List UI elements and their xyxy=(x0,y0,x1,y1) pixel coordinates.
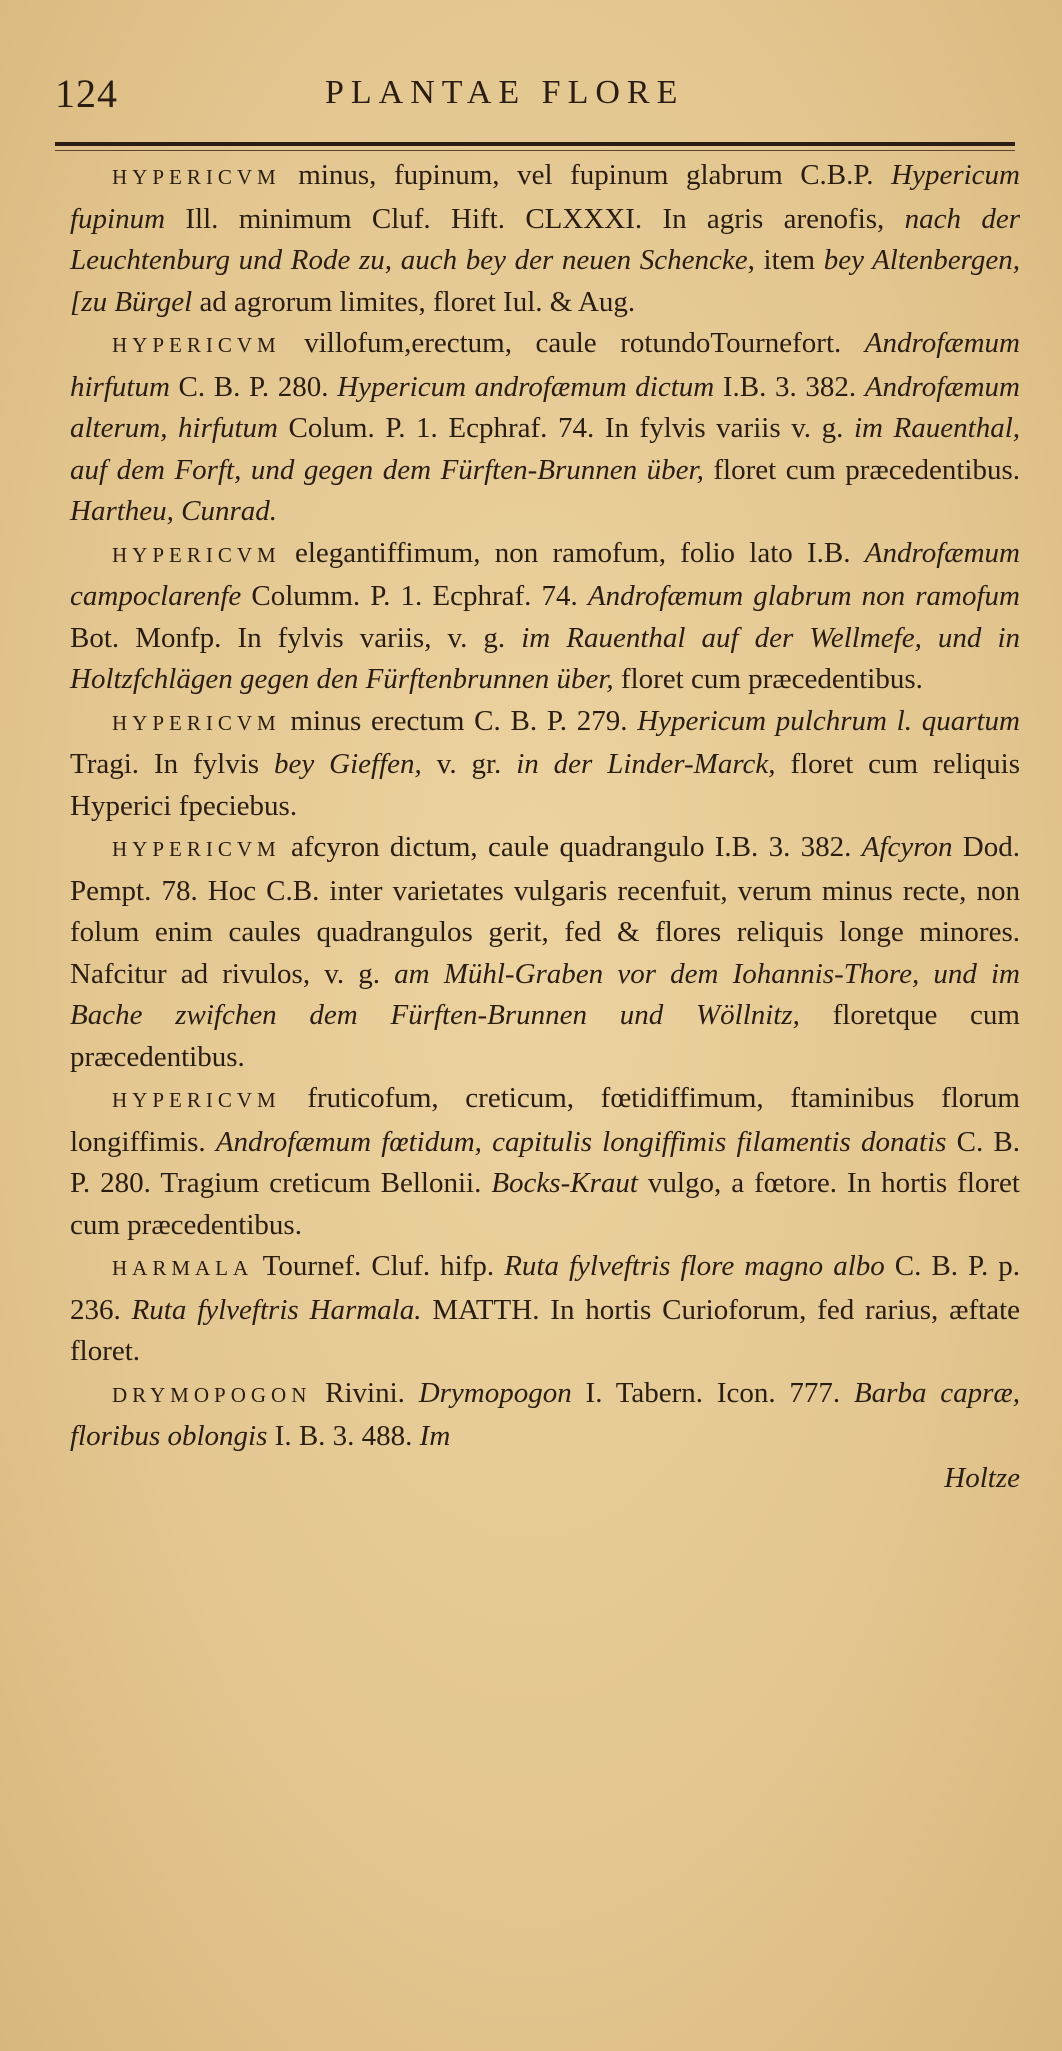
roman-text: C. B. P. 280. xyxy=(169,370,338,403)
roman-text: MATTH. In hortis Curioforum, fed rarius, æftate floret. xyxy=(70,1293,1020,1367)
italic-text: im Rauenthal auf der Wellmefe, und in Holtzfchlägen gegen den Fürftenbrunnen über, xyxy=(70,621,1020,695)
roman-text: Bot. Monfp. In fylvis variis, v. g. xyxy=(70,621,522,654)
roman-text: floret cum præcedentibus. xyxy=(703,453,1020,486)
genus-name: HYPERICVM xyxy=(112,165,281,189)
header-rule-thin xyxy=(55,150,1015,151)
entry-hypericvm xyxy=(70,323,1020,533)
roman-text: v. gr. xyxy=(421,748,517,780)
genus-name: HYPERICVM xyxy=(112,837,281,861)
italic-text: Bocks xyxy=(491,1167,561,1199)
italic-text: Hartheu, Cunrad. xyxy=(70,495,278,527)
italic-text: bey Gieffen, xyxy=(274,748,422,780)
roman-text: floretque cum præcedentibus. xyxy=(70,999,1020,1073)
roman-text: elegantiffimum, non ramofum, folio lato I.B. xyxy=(280,536,865,569)
page-header xyxy=(55,70,1015,130)
italic-text: Hypericum pulchrum l. quartum xyxy=(637,704,1020,737)
italic-text: Androfæmum campoclarenfe xyxy=(70,536,1020,612)
roman-text: ad agrorum limites, floret Iul. & Aug. xyxy=(192,285,636,318)
roman-text: Colum. P. 1. Ecphraf. 74. In fylvis variis v. g. xyxy=(277,412,854,444)
italic-text: im Rauenthal, auf dem Forft, und gegen dem Fürften-Brunnen über, xyxy=(70,412,1020,486)
italic-text: Barba capræ, floribus oblongis xyxy=(70,1376,1020,1452)
italic-text: bey Altenbergen, [zu Bürgel xyxy=(70,244,1020,318)
entry-harmala xyxy=(70,1246,1020,1373)
italic-text: Drymopogon xyxy=(418,1376,572,1409)
roman-text: C. B. P. 280. Tragium creticum Bellonii. xyxy=(70,1125,1020,1199)
genus-name: DRYMOPOGON xyxy=(112,1382,312,1407)
italic-text: Kraut xyxy=(570,1167,638,1199)
roman-text: I.B. 3. 382. xyxy=(714,370,865,403)
running-title: PLANTAE FLORE xyxy=(325,74,685,111)
entry-hypericvm xyxy=(70,701,1020,828)
roman-text: vulgo, a fœtore. In hortis floret cum præcedentibus. xyxy=(70,1167,1020,1241)
italic-text: Im xyxy=(419,1420,451,1452)
roman-text: I. B. 3. 488. xyxy=(267,1420,420,1452)
genus-name: HARMALA xyxy=(112,1256,254,1280)
roman-text: C. B. P. p. 236. xyxy=(70,1250,1020,1326)
roman-text: Tragi. In fylvis xyxy=(70,748,274,780)
roman-text: , item xyxy=(747,244,824,276)
entry-drymopogon xyxy=(70,1373,1020,1458)
roman-text: fruticofum, creticum, fœtidiffimum, ftaminibus florum longiffimis. xyxy=(70,1082,1020,1158)
italic-text: nach der Leuchtenburg und Rode zu, auch bey der neuen Schencke xyxy=(70,202,1020,276)
italic-text: Androfæmum alterum, hirfutum xyxy=(70,370,1020,444)
genus-name: HYPERICVM xyxy=(112,333,281,357)
header-rule xyxy=(55,142,1015,146)
roman-text: Columm. P. 1. Ecphraf. 74. xyxy=(241,580,588,612)
italic-text: Androfæmum fœtidum, capitulis longiffimis filamentis donatis xyxy=(215,1125,947,1158)
roman-text: I. Tabern. Icon. 777. xyxy=(571,1376,854,1409)
italic-text: Hypericum fupinum xyxy=(70,159,1020,235)
roman-text: - xyxy=(560,1167,571,1199)
italic-text: Androfæmum hirfutum xyxy=(70,327,1020,403)
italic-text: Androfæmum glabrum non ramofum xyxy=(587,580,1020,612)
entry-hypericvm xyxy=(70,827,1020,1078)
genus-name: HYPERICVM xyxy=(112,1088,281,1112)
entry-hypericvm xyxy=(70,1078,1020,1246)
page-body xyxy=(70,155,1020,1499)
catchword: Holtze xyxy=(944,1461,1020,1494)
roman-text: villofum,erectum, caule rotundoTournefort. xyxy=(280,327,865,359)
roman-text: Dod. Pempt. 78. Hoc C.B. inter varietates vulgaris recenfuit, verum minus recte, non folum enim caules quadrangulos gerit, fed & flores reliquis longe minores. Nafcitur ad rivulos, v. g. xyxy=(70,831,1020,990)
italic-text: in der Linder-Marck, xyxy=(516,748,776,780)
italic-text: Ruta fylveftris flore magno albo xyxy=(504,1250,885,1282)
roman-text: floret cum reliquis Hyperici fpeciebus. xyxy=(70,748,1020,822)
roman-text: minus, fupinum, vel fupinum glabrum C.B.P. xyxy=(280,159,892,191)
entry-hypericvm xyxy=(70,155,1020,323)
roman-text: afcyron dictum, caule quadrangulo I.B. 3. 382. xyxy=(280,831,862,863)
roman-text: Tournef. Cluf. hifp. xyxy=(253,1250,505,1282)
italic-text: Ruta fylveftris Harmala. xyxy=(131,1293,422,1326)
entry-hypericvm xyxy=(70,533,1020,701)
roman-text: minus erectum C. B. P. 279. xyxy=(280,704,638,737)
italic-text: am Mühl-Graben vor dem Iohannis-Thore, und im Bache zwifchen dem Fürften-Brunnen und Wöllnitz, xyxy=(70,957,1020,1031)
italic-text: Afcyron xyxy=(861,831,953,863)
roman-text: Ill. minimum Cluf. Hift. CLXXXI. In agris arenofis, xyxy=(165,202,905,235)
page-number: 124 xyxy=(55,71,118,116)
roman-text: floret cum præcedentibus. xyxy=(613,663,923,695)
roman-text: Rivini. xyxy=(311,1376,419,1409)
italic-text: Hypericum androfæmum dictum xyxy=(337,370,715,403)
genus-name: HYPERICVM xyxy=(112,542,281,567)
genus-name: HYPERICVM xyxy=(112,710,281,735)
